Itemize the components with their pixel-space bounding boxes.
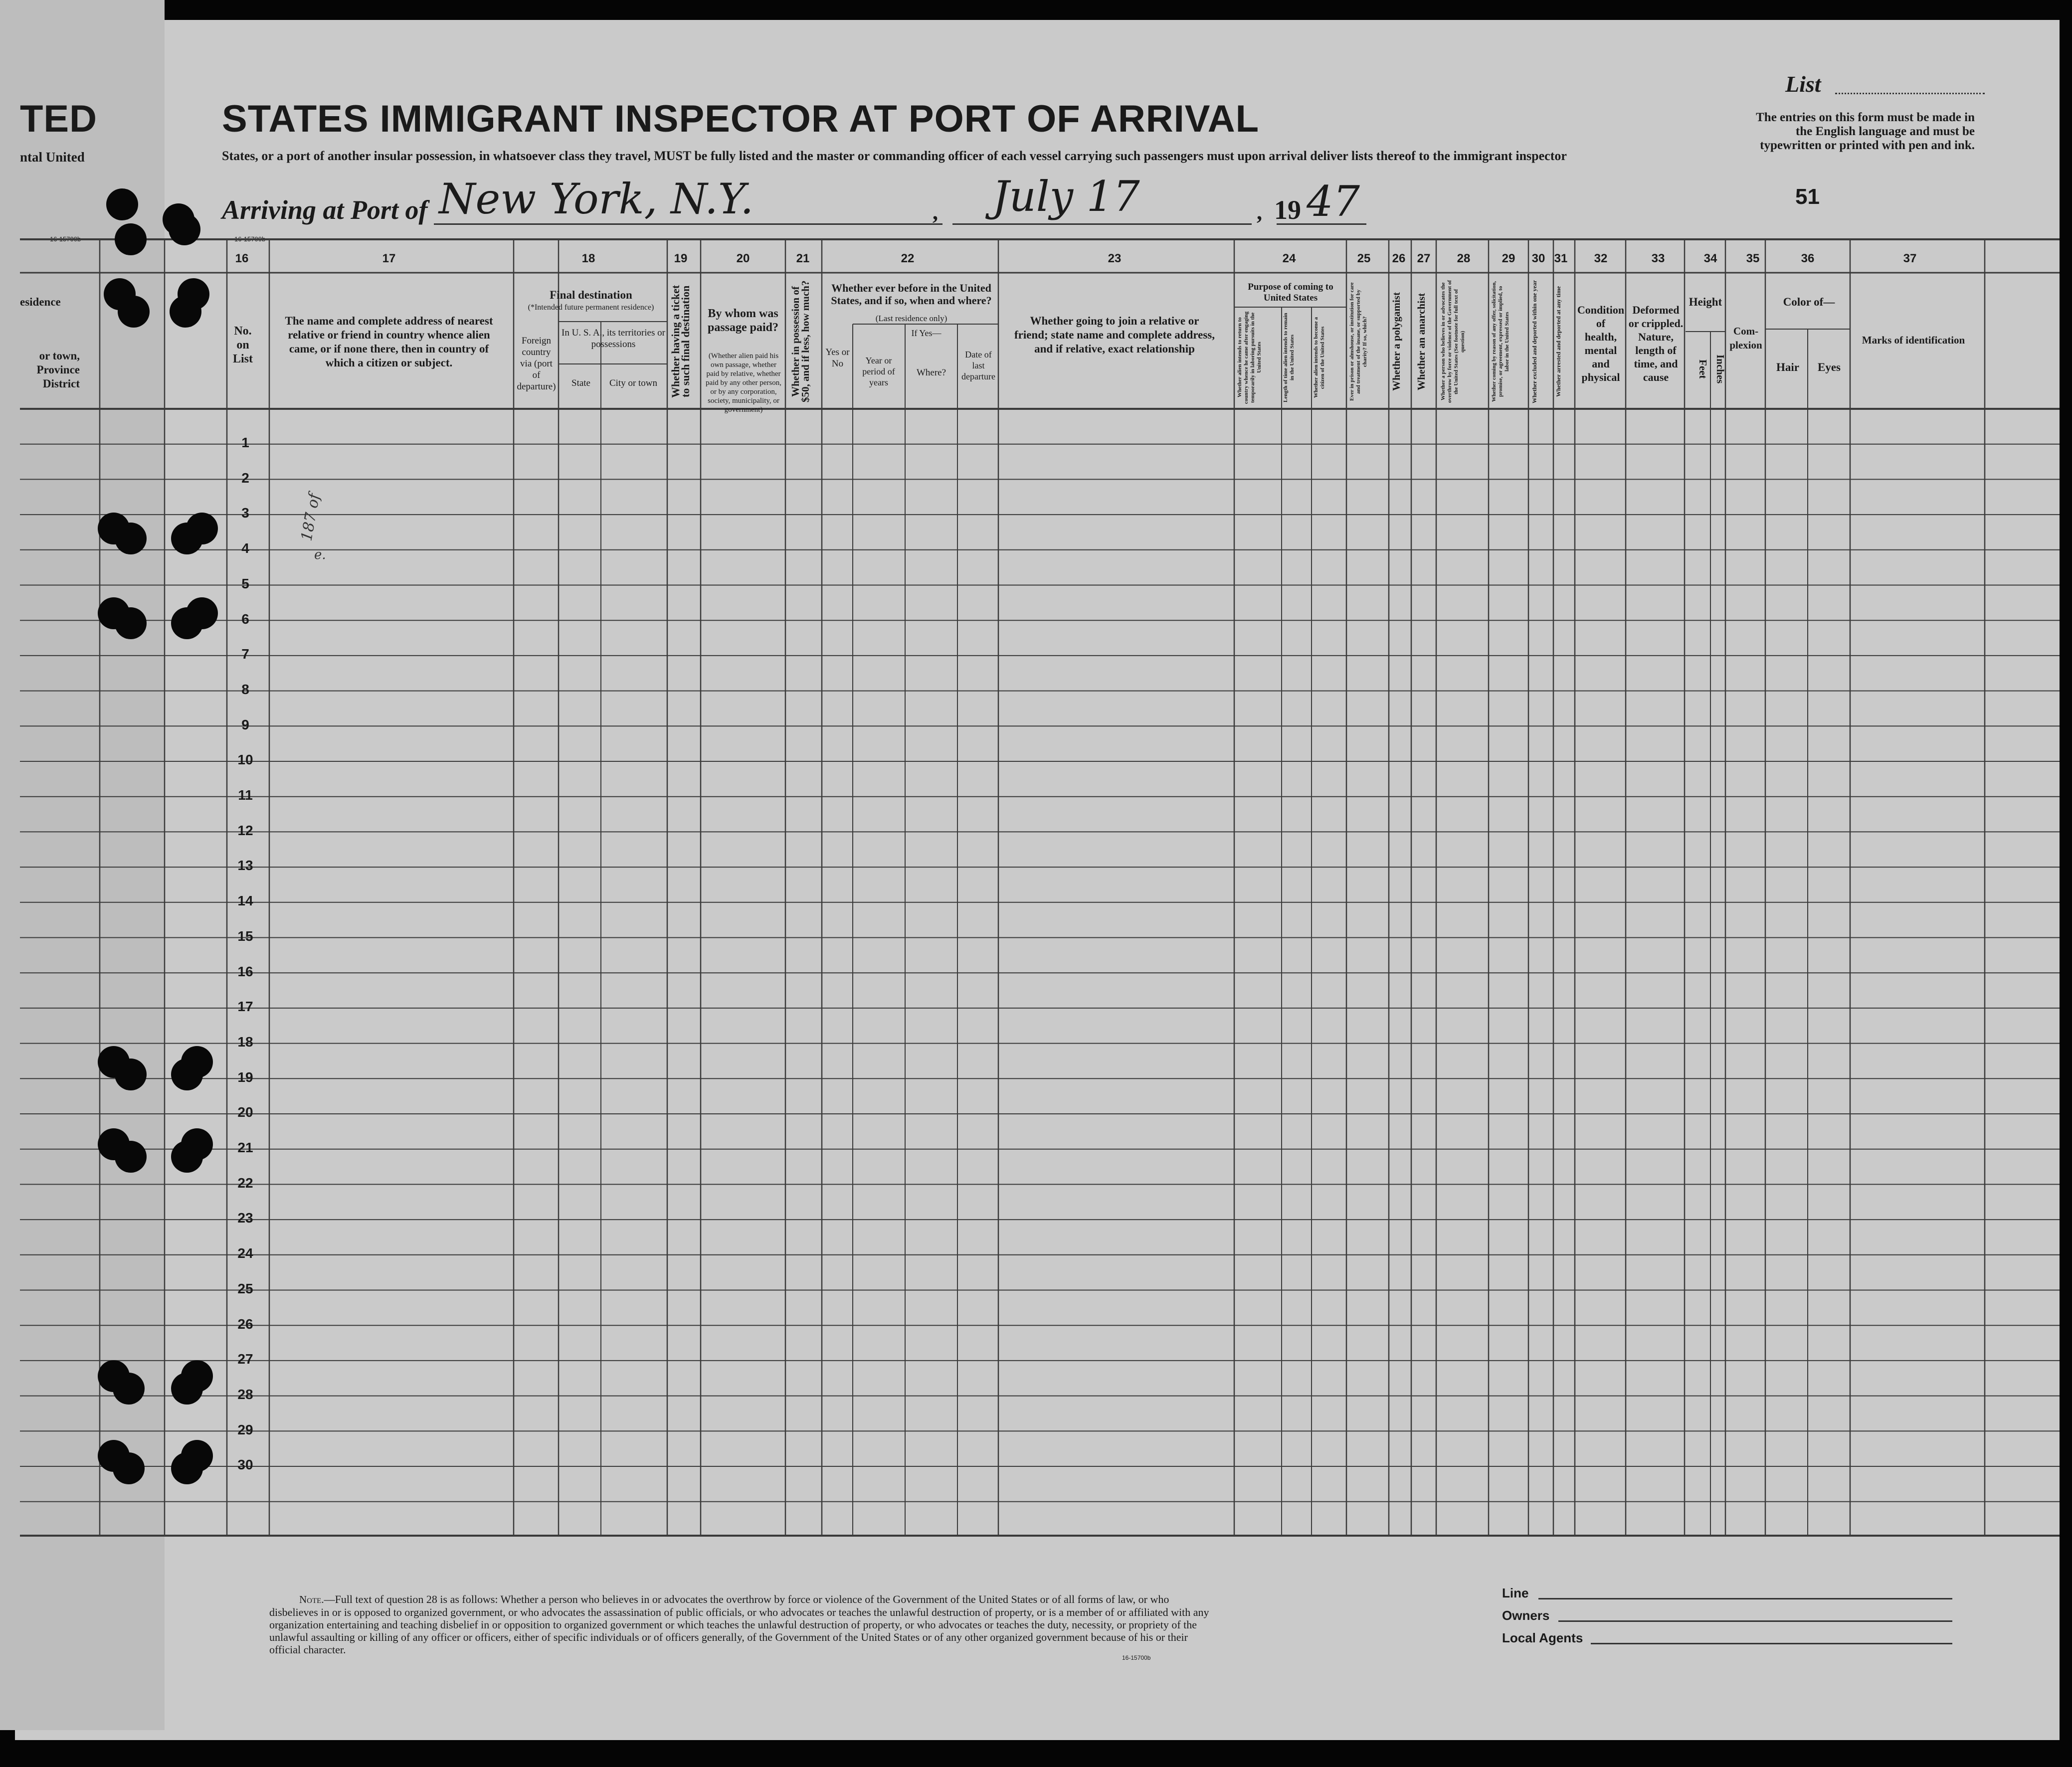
punch-hole [118, 296, 150, 328]
row-number: 2 [241, 470, 249, 486]
header-ticket: Whether having a ticket to such final destination [669, 285, 692, 398]
row-number: 10 [237, 752, 253, 768]
header-excluded: Whether excluded and deported within one year [1531, 280, 1538, 403]
header-on: on [236, 339, 249, 352]
year-handwritten: 47 [1307, 177, 1360, 226]
colnum-23: 23 [1108, 252, 1122, 265]
colnum-24: 24 [1282, 252, 1296, 265]
row-number: 16 [237, 963, 253, 979]
row-number: 12 [237, 822, 253, 838]
row-number: 4 [241, 540, 249, 556]
header-where: Where? [916, 367, 946, 378]
footer-local-agents-label: Local Agents [1502, 1630, 1583, 1645]
punch-hole [170, 296, 201, 328]
punch-hole [115, 1141, 147, 1173]
year-printed: 19 [1274, 195, 1301, 225]
header-deformed-6: cause [1643, 371, 1669, 383]
row-number: 21 [237, 1140, 253, 1155]
header-marks-identification: Marks of identification [1862, 334, 1965, 346]
row-number: 27 [237, 1351, 253, 1367]
punch-hole [171, 523, 203, 554]
colnum-34: 34 [1703, 252, 1717, 265]
header-polygamist: Whether a polygamist [1390, 292, 1402, 391]
header-anarchist: Whether an anarchist [1415, 293, 1427, 390]
row-number: 8 [241, 681, 249, 697]
punch-hole [169, 213, 200, 245]
punch-hole [171, 607, 203, 639]
pencil-mark: 187 of [298, 492, 324, 542]
footer-owners-label: Owners [1502, 1608, 1550, 1623]
row-number: 19 [237, 1069, 253, 1085]
list-label: List [1785, 71, 1821, 97]
footnote-text: —Full text of question 28 is as follows: Whether a person who believes in or advocates the overthrow by force or violence of the Government of the United States or of all forms of law, or who disbelieves in or is opposed to organized government, or who advocates the assassination of public officials, or who advocates or teaches the unlawful destruction of property, or is a member of or affiliated with any organization entertaining and teaching disbelief in or opposition to organized government or which teaches the unlawful destruction of property, or who advocates or teaches the duty, necessity, or propriety of the unlawful assaulting or killing of any officer or officers, either of specific individuals or of officers generally, of the Government of the United States or of any other organized government because of his or their official character. [269, 1593, 1209, 1656]
port-handwritten: New York, N.Y. [439, 175, 754, 223]
header-deformed-3: Nature, [1638, 331, 1674, 343]
header-height: Height [1689, 296, 1722, 308]
row-number: 29 [237, 1421, 253, 1437]
colnum-35: 35 [1746, 252, 1760, 265]
header-ever-before-sub: (Last residence only) [875, 314, 947, 323]
header-inches: Inches [1714, 354, 1726, 384]
colnum-25: 25 [1357, 252, 1371, 265]
footnote [269, 1593, 1217, 1656]
page-title: STATES IMMIGRANT INSPECTOR AT PORT OF ARRIVAL [222, 98, 1260, 140]
colnum-26: 26 [1392, 252, 1406, 265]
header-prison: Ever in prison or almshouse, or institution for care and treatment of the insane, or supported by charity? If so, which? [1349, 282, 1368, 401]
colnum-19: 19 [674, 252, 688, 265]
colnum-31: 31 [1554, 252, 1568, 265]
punch-hole [171, 1373, 203, 1405]
header-final-destination-sub: (*Intended future permanent residence) [528, 303, 654, 312]
page-subtitle: States, or a port of another insular possession, in whatsoever class they travel, MUST be fully listed and the master or commanding officer of each vessel carrying such passengers must upon arrival deliver lists thereof to the immigrant inspector [222, 149, 1567, 163]
punch-hole [113, 1373, 145, 1405]
header-deformed-1: Deformed [1632, 304, 1680, 316]
colnum-32: 32 [1594, 252, 1608, 265]
row-number: 22 [237, 1175, 253, 1191]
header-usa: In U. S. A., its territories or possessions [562, 328, 665, 350]
row-number: 30 [237, 1457, 253, 1473]
header-year-or-period: Year or period of years [862, 355, 895, 387]
column-lines [100, 239, 1985, 1536]
punch-hole [171, 1452, 203, 1484]
header-ever-before: Whether ever before in the United States, and if so, when and where? [831, 282, 992, 307]
header-condition-5: and [1592, 357, 1610, 370]
colnum-18: 18 [581, 252, 595, 265]
arriving-label: Arriving at Port of [222, 195, 428, 225]
punch-hole [171, 1059, 203, 1090]
header-fifty-dollars: Whether in possession of $50, and if less, how much? [789, 280, 811, 403]
header-state: State [571, 378, 590, 388]
header-purpose-c: Whether alien intends to become a citizen of the United States [1313, 317, 1325, 398]
header-if-yes: If Yes— [911, 328, 942, 338]
row-number: 23 [237, 1210, 253, 1226]
form-code-right: 16-15700b [234, 235, 266, 243]
row-number: 24 [237, 1245, 253, 1261]
header-color-of: Color of— [1783, 296, 1835, 308]
row-number: 26 [237, 1316, 253, 1332]
row-number: 3 [241, 505, 249, 521]
colnum-28: 28 [1457, 252, 1471, 265]
punch-hole [115, 523, 147, 554]
instructions: The entries on this form must be made in the English language and must be typewritten or printed with pen and ink. [1756, 111, 1975, 152]
header-purpose: Purpose of coming to United States [1248, 282, 1333, 303]
form-code-footer: 16-15700b [1122, 1654, 1151, 1661]
header-arrested: Whether arrested and deported at any time [1555, 286, 1562, 397]
header-sub-verticals [601, 307, 1808, 1536]
header-city: City or town [609, 378, 658, 388]
header-deformed-5: time, and [1634, 357, 1678, 370]
header-list: List [232, 353, 253, 365]
row-number: 13 [237, 858, 253, 874]
comma-1: , [933, 200, 938, 224]
row-number: 15 [237, 928, 253, 944]
row-number: 5 [241, 575, 249, 591]
header-date-last-departure: Date of last departure [961, 350, 995, 381]
header-nearest-relative: The name and complete address of nearest relative or friend in country whence alien came, or if none there, then in country of which a citizen or subject. [285, 315, 493, 369]
row-number: 25 [237, 1280, 253, 1296]
header-complexion-2: plexion [1729, 339, 1762, 351]
header-condition-1: Condition [1577, 304, 1625, 316]
row-number: 18 [237, 1034, 253, 1050]
footer-local-agents-field[interactable] [1591, 1643, 1952, 1644]
footer-line-field[interactable] [1538, 1598, 1952, 1599]
left-fragment-line2: ntal United [20, 150, 85, 165]
header-condition-4: mental [1584, 344, 1617, 356]
row-number: 28 [237, 1386, 253, 1402]
punch-hole [113, 1452, 145, 1484]
header-no: No. [234, 325, 252, 338]
colnum-33: 33 [1651, 252, 1665, 265]
title-left-fragment: TED [20, 98, 97, 140]
header-passage-paid: By whom was passage paid? [707, 307, 779, 334]
header-complexion [1726, 324, 1765, 352]
footer-line-label: Line [1502, 1586, 1529, 1600]
header-hair: Hair [1776, 361, 1799, 373]
date-handwritten: July 17 [992, 172, 1140, 221]
header-condition [1576, 303, 1626, 384]
header-feet: Feet [1697, 359, 1709, 379]
colnum-17: 17 [382, 252, 396, 265]
header-passage-sub: (Whether alien paid his own passage, whether paid by relative, whether paid by any other person, or by any corporation, society, municipality, or government) [705, 352, 782, 414]
row-number: 6 [241, 611, 249, 627]
colnum-37: 37 [1903, 252, 1917, 265]
colnum-22: 22 [901, 252, 915, 265]
header-yes-or-no: Yes or No [825, 347, 850, 369]
header-overthrow: Whether a person who believes in or advocates the overthrow by force or violence of the Government of the United States (See footnote for full text of question) [1440, 280, 1466, 403]
footer-owners-field[interactable] [1558, 1620, 1952, 1622]
punch-hole [115, 607, 147, 639]
colnum-27: 27 [1417, 252, 1431, 265]
left-town-2: Province [36, 363, 80, 376]
punch-hole [106, 188, 138, 220]
form-code-left: 16-15700b [50, 235, 81, 243]
left-residence-header: esidence [20, 296, 61, 308]
colnum-20: 20 [736, 252, 750, 265]
punch-hole [115, 1059, 147, 1090]
row-number: 1 [241, 435, 249, 450]
comma-2: , [1257, 200, 1262, 224]
colnum-30: 30 [1531, 252, 1545, 265]
colnum-21: 21 [796, 252, 810, 265]
colnum-36: 36 [1801, 252, 1815, 265]
header-complexion-1: Com- [1733, 325, 1759, 337]
colnum-29: 29 [1502, 252, 1515, 265]
header-foreign-country: Foreign country via (port of departure) [517, 336, 556, 392]
row-number: 17 [237, 999, 253, 1015]
header-join-relative: Whether going to join a relative or friend; state name and complete address, and if relative, exact relationship [1014, 315, 1215, 355]
header-purpose-a: Whether alien intends to return to country whence he came after engaging temporarily in laboring pursuits in the United States [1237, 311, 1262, 404]
header-final-destination: Final destination [550, 289, 632, 301]
header-deformed-4: length of [1635, 344, 1677, 356]
header-no-on-list [225, 324, 260, 366]
footnote-lead: Note. [299, 1593, 324, 1605]
pencil-mark-2: e. [314, 547, 326, 562]
page-number: 51 [1795, 184, 1820, 209]
left-town-3: District [42, 377, 80, 390]
row-number: 9 [241, 716, 249, 732]
colnum-16: 16 [235, 252, 249, 265]
header-deformed [1627, 303, 1685, 384]
row-number: 11 [238, 787, 253, 803]
header-condition-6: physical [1581, 371, 1620, 383]
header-eyes: Eyes [1818, 361, 1841, 373]
punch-hole [115, 223, 147, 255]
left-town-1: or town, [39, 350, 80, 362]
header-deformed-2: or crippled. [1628, 317, 1684, 330]
punch-hole [171, 1141, 203, 1173]
header-condition-3: health, [1584, 331, 1617, 343]
row-lines [20, 444, 2060, 1502]
row-number: 14 [237, 893, 253, 909]
header-condition-2: of [1596, 317, 1606, 330]
header-labor-offer: Whether coming by reason of any offer, solicitation, promise, or agreement, expressed or implied, to labor in the United States [1491, 281, 1510, 402]
row-number: 7 [241, 646, 249, 662]
header-purpose-b: Length of time alien intends to remain in the United States [1283, 313, 1295, 402]
row-number: 20 [237, 1104, 253, 1120]
